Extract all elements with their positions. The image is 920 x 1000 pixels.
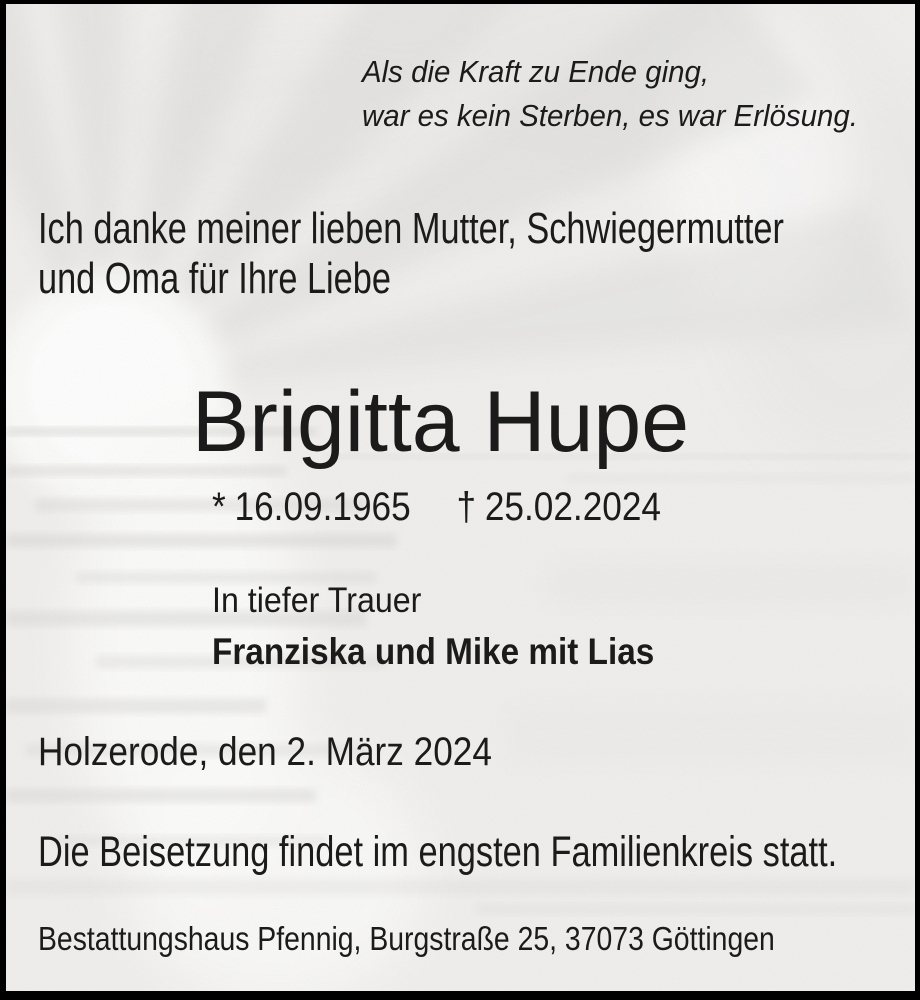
- dedication-text: [38, 204, 784, 304]
- mourners-names: Franziska und Mike mit Lias: [212, 631, 655, 672]
- deceased-name: Brigitta Hupe: [191, 374, 690, 470]
- birth-date-value: 16.09.1965: [234, 485, 411, 529]
- born-star-symbol: *: [212, 485, 226, 529]
- epitaph-quote: [362, 50, 858, 138]
- mourning-intro: In tiefer Trauer: [212, 581, 422, 620]
- death-cross-symbol: †: [456, 485, 477, 529]
- death-date-value: 25.02.2024: [484, 485, 662, 529]
- birth-date: [212, 485, 411, 530]
- obituary-notice: [6, 4, 915, 991]
- dedication-line-1: Ich danke meiner lieben Mutter, Schwiegermutter: [38, 204, 784, 253]
- burial-info: Die Beisetzung findet im engsten Familienkreis statt.: [38, 828, 838, 876]
- epitaph-quote-line-2: war es kein Sterben, es war Erlösung.: [362, 98, 858, 133]
- epitaph-quote-line-1: Als die Kraft zu Ende ging,: [362, 54, 710, 89]
- life-dates: [212, 485, 661, 530]
- death-date: [456, 485, 661, 530]
- dedication-line-2: und Oma für Ihre Liebe: [38, 254, 391, 303]
- funeral-home-address: Bestattungshaus Pfennig, Burgstraße 25, 37073 Göttingen: [38, 920, 775, 957]
- place-and-date: Holzerode, den 2. März 2024: [38, 730, 492, 774]
